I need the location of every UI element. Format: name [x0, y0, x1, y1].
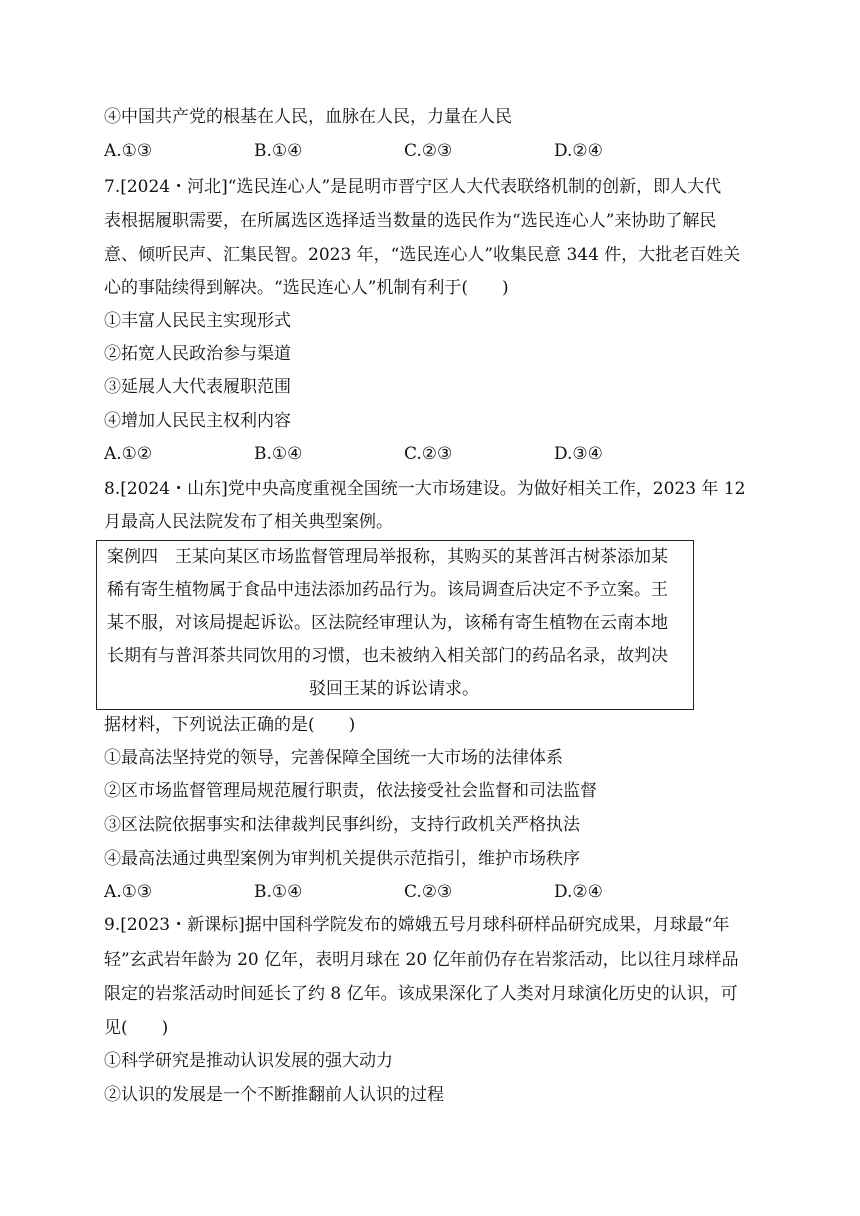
q7-option-a: A.①② [104, 444, 153, 464]
case-line-2: 稀有寄生植物属于食品中违法添加药品行为。该局调查后决定不予立案。王 [107, 580, 668, 600]
q7-item-1: ①丰富人民民主实现形式 [104, 311, 291, 331]
q7-option-b: B.①④ [254, 444, 303, 464]
q7-item-4: ④增加人民民主权利内容 [104, 411, 291, 431]
q6-option-d: D.②④ [554, 141, 603, 161]
q7-options [104, 443, 744, 465]
case-line-4: 长期有与普洱茶共同饮用的习惯，也未被纳入相关部门的药品名录，故判决 [107, 646, 668, 666]
q6-options [104, 140, 744, 162]
q8-item-4: ④最高法通过典型案例为审判机关提供示范指引，维护市场秩序 [104, 849, 580, 869]
q8-item-3: ③区法院依据事实和法律裁判民事纠纷，支持行政机关严格执法 [104, 815, 580, 835]
case-box [96, 540, 694, 710]
q6-option-a: A.①③ [104, 141, 153, 161]
q8-item-1: ①最高法坚持党的领导，完善保障全国统一大市场的法律体系 [104, 748, 563, 768]
q7-stem-line-4: 心的事陆续得到解决。“选民连心人”机制有利于( ) [104, 278, 509, 298]
q7-stem-line-3: 意、倾听民声、汇集民智。2023 年，“选民连心人”收集民意 344 件，大批老百姓关 [104, 245, 741, 265]
q9-stem-line-4: 见( ) [104, 1018, 169, 1038]
q7-item-3: ③延展人大代表履职范围 [104, 377, 291, 397]
q7-item-2: ②拓宽人民政治参与渠道 [104, 344, 291, 364]
q6-option-c: C.②③ [404, 141, 453, 161]
case-line-5: 驳回王某的诉讼请求。 [309, 679, 479, 699]
q6-option-b: B.①④ [254, 141, 303, 161]
q8-option-d: D.②④ [554, 882, 603, 902]
q9-item-2: ②认识的发展是一个不断推翻前人认识的过程 [104, 1085, 444, 1105]
q8-stem-line-2: 月最高人民法院发布了相关典型案例。 [104, 512, 393, 532]
q9-stem-line-3: 限定的岩浆活动时间延长了约 8 亿年。该成果深化了人类对月球演化历史的认识，可 [104, 984, 738, 1004]
q6-item-4: ④中国共产党的根基在人民，血脉在人民，力量在人民 [104, 107, 512, 127]
q8-item-2: ②区市场监督管理局规范履行职责，依法接受社会监督和司法监督 [104, 781, 597, 801]
q8-option-b: B.①④ [254, 882, 303, 902]
q9-stem-line-1: 9.[2023・新课标]据中国科学院发布的嫦娥五号月球科研样品研究成果，月球最“年 [104, 915, 730, 935]
q8-stem-line-1: 8.[2024・山东]党中央高度重视全国统一大市场建设。为做好相关工作，2023 年 12 [104, 479, 746, 499]
q8-options [104, 881, 744, 903]
q8-option-c: C.②③ [404, 882, 453, 902]
q9-item-1: ①科学研究是推动认识发展的强大动力 [104, 1051, 393, 1071]
q8-option-a: A.①③ [104, 882, 153, 902]
case-line-3: 某不服，对该局提起诉讼。区法院经审理认为，该稀有寄生植物在云南本地 [107, 613, 668, 633]
q7-option-c: C.②③ [404, 444, 453, 464]
q7-option-d: D.③④ [554, 444, 603, 464]
q9-stem-line-2: 轻”玄武岩年龄为 20 亿年，表明月球在 20 亿年前仍存在岩浆活动，比以往月球样品 [104, 950, 739, 970]
q7-stem-line-1: 7.[2024・河北]“选民连心人”是昆明市晋宁区人大代表联络机制的创新，即人大代 [104, 177, 722, 197]
q7-stem-line-2: 表根据履职需要，在所属选区选择适当数量的选民作为“选民连心人”来协助了解民 [104, 211, 717, 231]
case-line-1: 案例四 王某向某区市场监督管理局举报称，其购买的某普洱古树茶添加某 [107, 547, 668, 567]
q8-question: 据材料，下列说法正确的是( ) [104, 715, 356, 735]
